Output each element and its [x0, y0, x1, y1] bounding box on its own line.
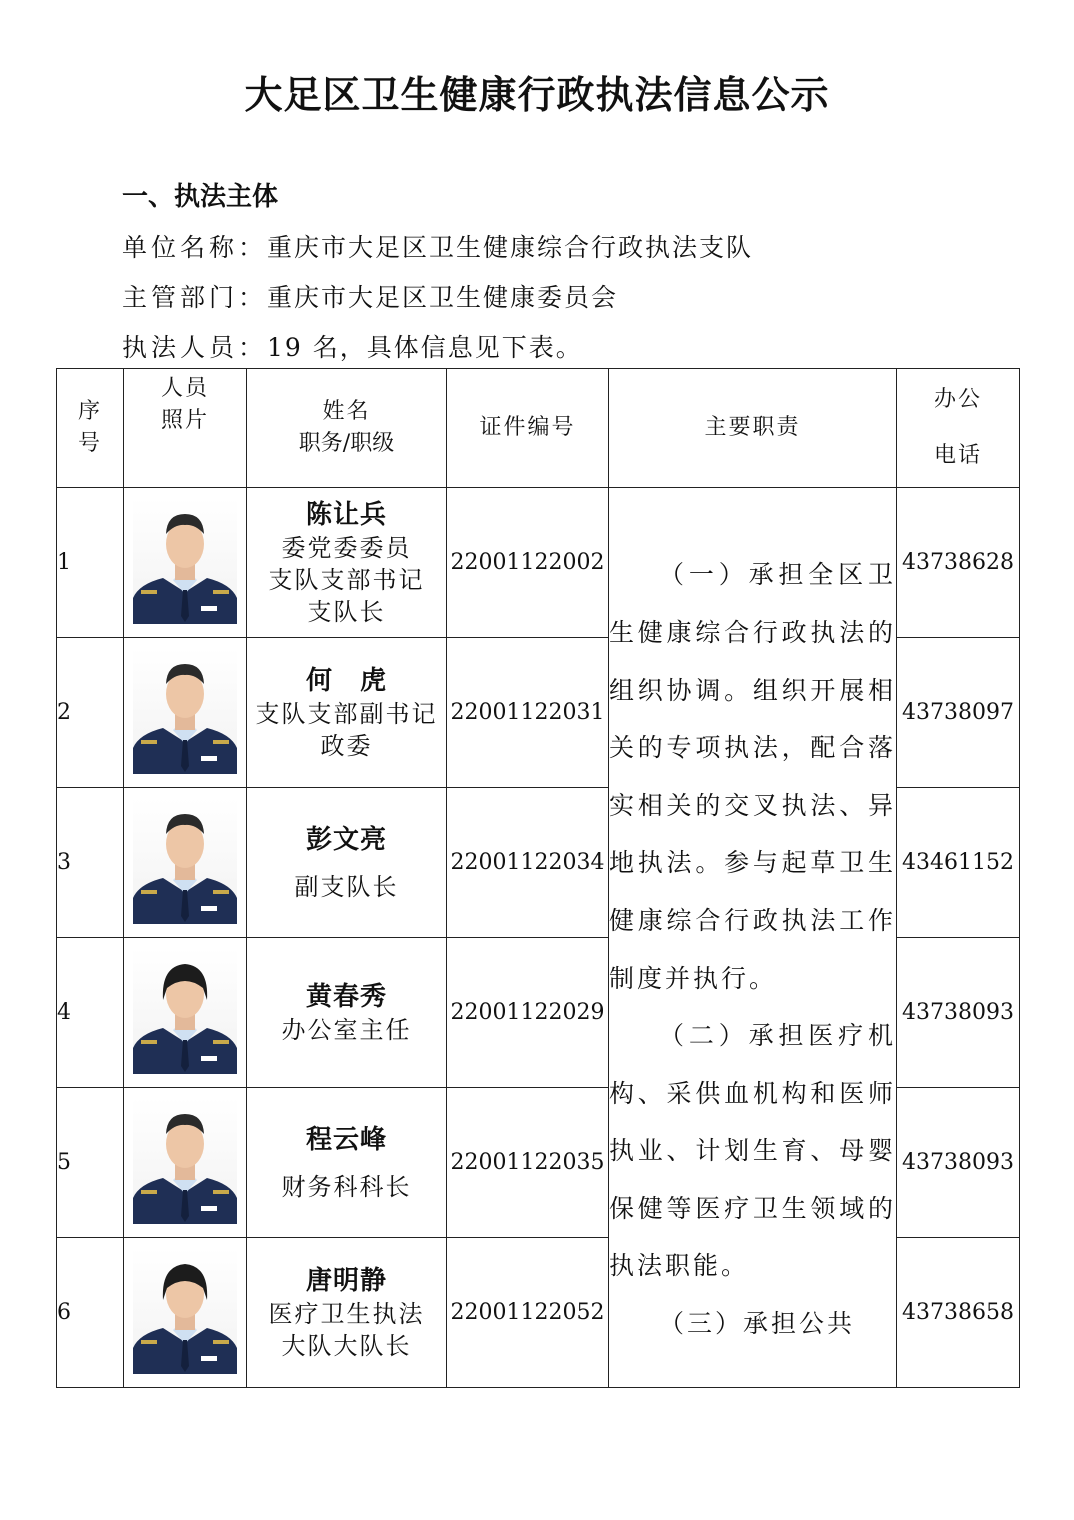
cert-number: 22001122052 [447, 1238, 609, 1388]
page-title: 大足区卫生健康行政执法信息公示 [244, 73, 830, 117]
office-phone: 43461152 [897, 788, 1020, 938]
portrait-photo [133, 1248, 237, 1374]
person-title: 财务科科长 [281, 1172, 412, 1201]
header-name-line2: 职务/职级 [298, 431, 395, 456]
name-cell [247, 788, 447, 938]
row-number: 1 [57, 488, 124, 638]
person-title: 支队长 [307, 597, 386, 626]
cert-number: 22001122031 [447, 638, 609, 788]
person-name: 唐明静 [305, 1265, 387, 1296]
header-photo [124, 369, 247, 488]
row-number: 2 [57, 638, 124, 788]
photo-cell [124, 638, 247, 788]
person-title: 大队大队长 [281, 1331, 412, 1360]
person-name: 彭文亮 [305, 824, 387, 855]
name-cell [247, 938, 447, 1088]
duties-paragraph-1: （一）承担全区卫生健康综合行政执法的组织协调。组织开展相关的专项执法，配合落实相关的交叉执法、异地执法。参与起草卫生健康综合行政执法工作制度并执行。 [609, 560, 896, 993]
name-cell [247, 638, 447, 788]
row-number: 4 [57, 938, 124, 1088]
photo-cell [124, 1088, 247, 1238]
unit-name-value: 重庆市大足区卫生健康综合行政执法支队 [267, 233, 754, 262]
staff-count-line [122, 328, 583, 364]
cert-number: 22001122035 [447, 1088, 609, 1238]
row-number: 5 [57, 1088, 124, 1238]
photo-cell [124, 938, 247, 1088]
staff-count-label: 执法人员： [122, 333, 268, 362]
person-title: 支队支部副书记 [255, 699, 438, 728]
header-name-line1: 姓名 [322, 399, 371, 424]
unit-name-line [122, 228, 753, 264]
person-title: 委党委委员 [281, 533, 412, 562]
office-phone: 43738628 [897, 488, 1020, 638]
photo-cell [124, 788, 247, 938]
office-phone: 43738658 [897, 1238, 1020, 1388]
person-name: 程云峰 [305, 1124, 387, 1155]
cert-number: 22001122029 [447, 938, 609, 1088]
photo-cell [124, 488, 247, 638]
person-title: 办公室主任 [281, 1015, 412, 1044]
office-phone: 43738093 [897, 1088, 1020, 1238]
portrait-photo [133, 948, 237, 1074]
row-number: 6 [57, 1238, 124, 1388]
portrait-photo [133, 1098, 237, 1224]
duties-paragraph-3: （三）承担公共 [659, 1309, 856, 1339]
office-phone: 43738097 [897, 638, 1020, 788]
header-phone-line2: 电话 [933, 443, 982, 468]
name-cell [247, 488, 447, 638]
portrait-photo [133, 498, 237, 624]
portrait-photo [133, 798, 237, 924]
header-phone [897, 369, 1020, 488]
person-name: 何 虎 [305, 665, 387, 696]
department-label: 主管部门： [122, 283, 268, 312]
header-photo-line2: 照片 [160, 408, 209, 433]
table-row [57, 488, 1020, 638]
portrait-photo [133, 648, 237, 774]
office-phone: 43738093 [897, 938, 1020, 1088]
staff-count-value: 19 名，具体信息见下表。 [267, 333, 583, 362]
section-heading: 一、执法主体 [122, 182, 279, 212]
photo-cell [124, 1238, 247, 1388]
name-cell [247, 1088, 447, 1238]
header-cert: 证件编号 [447, 369, 609, 488]
header-number [57, 369, 124, 488]
personnel-table [56, 368, 1020, 1388]
table-header-row [57, 369, 1020, 488]
person-title: 医疗卫生执法 [268, 1299, 425, 1328]
header-phone-line1: 办公 [933, 387, 982, 412]
person-name: 陈让兵 [305, 499, 387, 530]
unit-name-label: 单位名称： [122, 233, 268, 262]
header-name [247, 369, 447, 488]
header-photo-line1: 人员 [160, 376, 209, 401]
name-cell [247, 1238, 447, 1388]
header-duties: 主要职责 [609, 369, 897, 488]
cert-number: 22001122002 [447, 488, 609, 638]
person-title: 政委 [320, 731, 373, 760]
department-value: 重庆市大足区卫生健康委员会 [267, 283, 619, 312]
duties-paragraph-2: （二）承担医疗机构、采供血机构和医师执业、计划生育、母婴保健等医疗卫生领域的执法职能。 [609, 1021, 896, 1281]
row-number: 3 [57, 788, 124, 938]
header-number-line1: 序 [77, 399, 102, 424]
person-title: 副支队长 [294, 872, 399, 901]
person-title: 支队支部书记 [268, 565, 425, 594]
person-name: 黄春秀 [305, 981, 387, 1012]
department-line [122, 278, 618, 314]
duties-cell [609, 488, 897, 1388]
cert-number: 22001122034 [447, 788, 609, 938]
header-number-line2: 号 [77, 431, 102, 456]
